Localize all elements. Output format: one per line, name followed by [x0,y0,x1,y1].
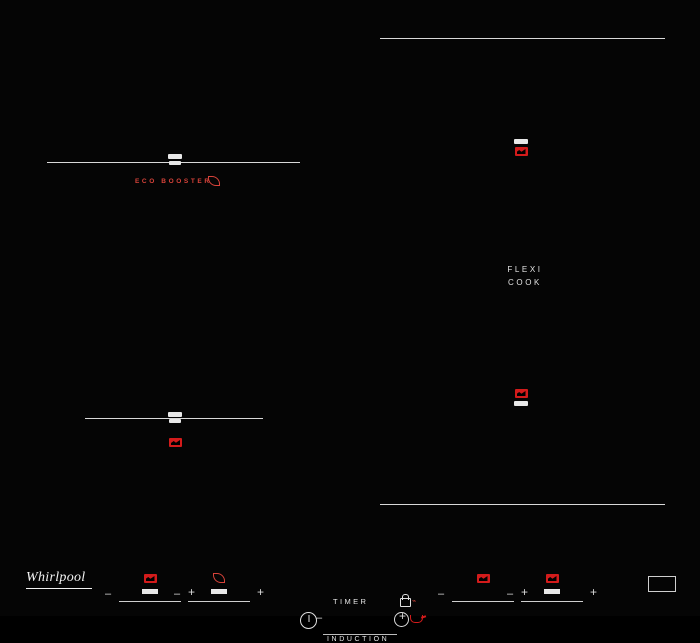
level-bar-icon [514,401,528,406]
level-bar-icon [168,412,182,417]
flexi-pan-icon[interactable] [410,613,423,623]
pan-detect-icon [169,438,182,447]
decrease-button[interactable]: – [174,588,181,600]
increase-button[interactable]: + [187,585,195,599]
flexi-cook-line2: COOK [508,278,542,287]
pan-detect-icon [477,574,490,583]
slider-level-indicator [142,589,158,594]
slider-track[interactable] [119,601,181,602]
brand-name: Whirlpool [26,570,86,585]
zone-control-front-left[interactable] [105,572,195,602]
zone-marker-front-left[interactable] [168,411,182,424]
eco-booster-label: ECO BOOSTER [135,178,212,185]
slider-track[interactable] [188,601,250,602]
slider-1[interactable] [105,585,195,601]
increase-button[interactable]: + [589,585,597,599]
lock-indicator: ⌁ [412,598,418,605]
decrease-button[interactable]: – [316,612,323,624]
decrease-button[interactable]: – [438,588,445,600]
slider-level-indicator [475,589,491,594]
zone-control-rear-right[interactable] [438,572,528,602]
level-bar-icon [169,161,181,165]
zone-outline-flexi-bottom [380,504,665,505]
eco-leaf-icon [213,573,225,583]
level-bar-icon [168,154,182,159]
zone-marker-front-right[interactable] [514,387,528,407]
flexi-cook-line1: FLEXI [507,265,543,274]
zone-marker-rear-left[interactable] [168,153,182,166]
pan-detect-icon [515,147,528,156]
zone-outline-flexi-top [380,38,665,39]
key-lock-icon[interactable] [400,598,411,607]
brand-logo [26,570,98,589]
zone-marker-rear-right[interactable] [514,138,528,158]
slider-level-indicator [211,589,227,594]
control-bar [0,546,700,643]
induction-label: INDUCTION [327,636,390,643]
increase-button[interactable]: + [398,609,406,623]
slider-timer[interactable] [316,609,406,625]
brand-underline [26,588,92,589]
decrease-button[interactable]: – [507,588,514,600]
increase-button[interactable]: + [256,585,264,599]
slider-track[interactable] [452,601,514,602]
zone-control-rear-left[interactable] [174,573,264,602]
eco-leaf-icon [208,176,220,186]
decrease-button[interactable]: – [105,588,112,600]
flexi-ring-button[interactable] [394,609,409,627]
increase-button[interactable]: + [520,585,528,599]
pan-detect-icon [546,574,559,583]
level-bar-icon [169,419,181,423]
level-bar-icon [514,139,528,144]
pan-detect-icon [144,574,157,583]
pan-detect-icon [515,389,528,398]
slider-2[interactable] [174,585,264,601]
slider-track[interactable] [521,601,583,602]
power-icon[interactable] [300,612,317,629]
timer-label: TIMER [333,597,369,606]
slider-4[interactable] [507,585,597,601]
zone-control-front-right[interactable] [507,572,597,602]
slider-3[interactable] [438,585,528,601]
flexi-cook-label [495,263,555,289]
slider-level-indicator [544,589,560,594]
right-corner-panel[interactable] [648,576,676,592]
induction-divider [323,634,397,635]
